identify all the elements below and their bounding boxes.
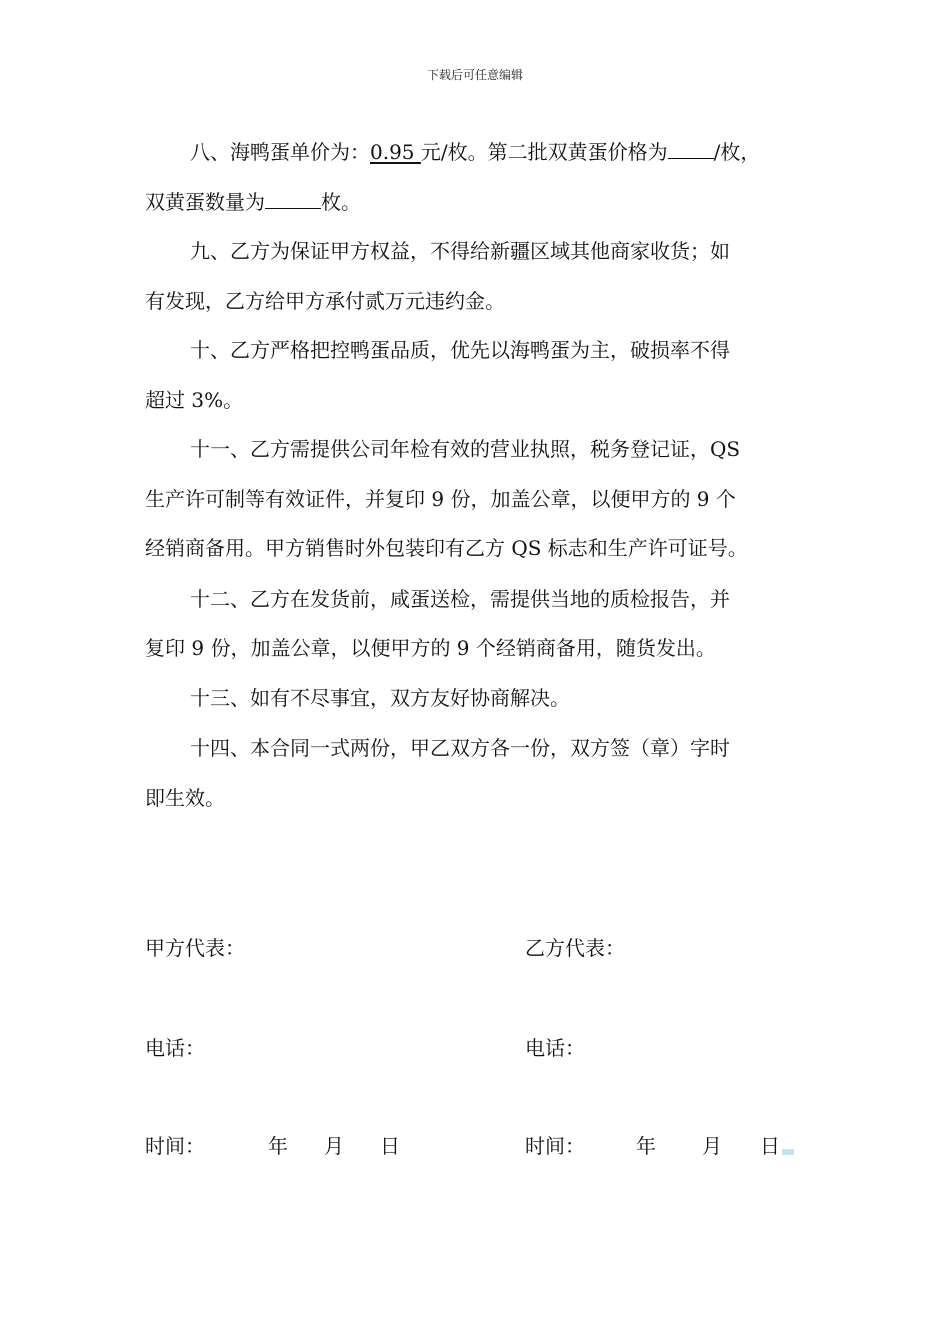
party-b-representative-label: 乙方代表： bbox=[525, 936, 625, 960]
party-a-day-label: 日 bbox=[380, 1134, 400, 1158]
clause-14-line-1: 十四、本合同一式两份，甲乙双方各一份，双方签（章）字时 bbox=[190, 736, 730, 760]
clause-10-line-1: 十、乙方严格把控鸭蛋品质，优先以海鸭蛋为主，破损率不得 bbox=[190, 338, 730, 362]
party-a-representative-label: 甲方代表： bbox=[145, 936, 245, 960]
party-a-phone-label: 电话： bbox=[145, 1036, 205, 1060]
clause-10-line-2: 超过 3%。 bbox=[145, 388, 244, 412]
clause-8-text-e: 枚。 bbox=[321, 190, 361, 214]
clause-11-line-1: 十一、乙方需提供公司年检有效的营业执照，税务登记证，QS bbox=[190, 437, 741, 461]
text-cursor-marker bbox=[782, 1149, 794, 1155]
quantity-blank bbox=[265, 188, 321, 209]
clause-8-text-d: 双黄蛋数量为 bbox=[145, 190, 265, 214]
page-header: 下载后可任意编辑 bbox=[426, 68, 523, 82]
party-a-year-label: 年 bbox=[268, 1134, 288, 1158]
party-b-day-wrap bbox=[760, 1133, 794, 1159]
party-b-month-label: 月 bbox=[702, 1134, 722, 1158]
party-a-month-label: 月 bbox=[324, 1134, 344, 1158]
clause-12-line-2: 复印 9 份，加盖公章，以便甲方的 9 个经销商备用，随货发出。 bbox=[145, 636, 716, 660]
clause-8-line-2 bbox=[145, 188, 361, 215]
party-b-time-label: 时间： bbox=[525, 1134, 585, 1158]
party-a-time-label: 时间： bbox=[145, 1134, 205, 1158]
clause-11-line-2: 生产许可制等有效证件，并复印 9 份，加盖公章，以便甲方的 9 个 bbox=[145, 487, 736, 511]
clause-8-text-c: /枚， bbox=[713, 140, 761, 164]
clause-9-line-2: 有发现，乙方给甲方承付贰万元违约金。 bbox=[145, 289, 505, 313]
party-b-phone-label: 电话： bbox=[525, 1036, 585, 1060]
clause-13-line-1: 十三、如有不尽事宜，双方友好协商解决。 bbox=[190, 686, 570, 710]
clause-9-line-1: 九、乙方为保证甲方权益，不得给新疆区域其他商家收货；如 bbox=[190, 239, 730, 263]
clause-8-text-b: 元/枚。第二批双黄蛋价格为 bbox=[420, 140, 668, 164]
party-b-day-label: 日 bbox=[760, 1134, 780, 1158]
price-value: 0.95 bbox=[370, 140, 421, 164]
clause-8-text-a: 八、海鸭蛋单价为： bbox=[190, 140, 370, 164]
clause-11-line-3: 经销商备用。甲方销售时外包装印有乙方 QS 标志和生产许可证号。 bbox=[145, 536, 748, 560]
clause-8-line-1 bbox=[190, 138, 760, 165]
price-blank bbox=[668, 138, 714, 159]
party-b-year-label: 年 bbox=[636, 1134, 656, 1158]
clause-14-line-2: 即生效。 bbox=[145, 786, 225, 810]
clause-12-line-1: 十二、乙方在发货前，咸蛋送检，需提供当地的质检报告，并 bbox=[190, 587, 730, 611]
